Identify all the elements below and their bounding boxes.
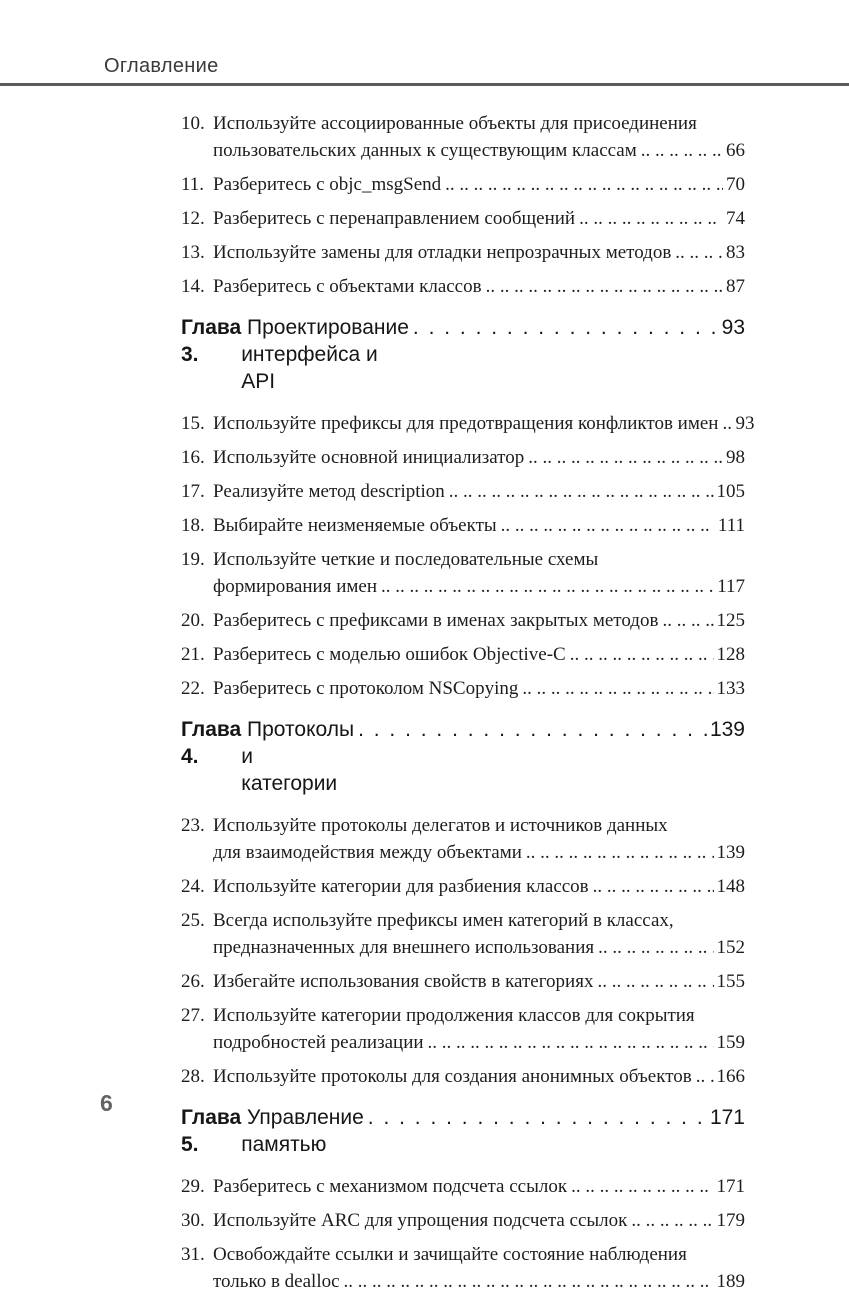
entry-text-line: Используйте категории продолжения классов для сокрытия <box>213 1005 695 1026</box>
entry-text: Используйте ARC для упрощения подсчета ссылок <box>213 1210 628 1231</box>
dot-leader <box>722 410 732 437</box>
dot-leader <box>662 607 713 634</box>
entry-number: 14. <box>181 276 205 297</box>
entry-page-number: 66 <box>726 140 745 161</box>
entry-text: для взаимодействия между объектами <box>213 842 522 863</box>
entry-text: Разберитесь с протоколом NSCopying <box>213 678 519 699</box>
toc-entry <box>181 641 745 668</box>
entry-body <box>213 607 745 634</box>
toc-chapter-entry <box>181 314 745 395</box>
dot-leader <box>696 1063 714 1090</box>
toc-entry <box>181 1207 745 1234</box>
running-head-title: Оглавление <box>104 55 219 77</box>
dot-leader <box>449 478 714 505</box>
chapter-title: Протоколы и категории <box>241 718 355 795</box>
entry-number: 21. <box>181 644 205 665</box>
entry-body <box>213 546 745 600</box>
toc-entry <box>181 968 745 995</box>
toc-entry <box>181 1241 745 1295</box>
dot-leader <box>571 1173 713 1200</box>
dot-leader <box>344 1268 714 1295</box>
entry-page-number: 189 <box>716 1271 745 1292</box>
chapter-title: Управление памятью <box>241 1106 364 1156</box>
entry-text: Разберитесь с механизмом подсчета ссылок <box>213 1176 568 1197</box>
toc-entry <box>181 110 745 164</box>
entry-page-number: 87 <box>726 276 745 297</box>
dot-leader <box>528 444 723 471</box>
toc-entry <box>181 873 745 900</box>
entry-body <box>213 907 745 961</box>
toc-chapter-entry <box>181 1104 745 1158</box>
entry-number: 24. <box>181 876 205 897</box>
entry-page-number: 152 <box>716 937 745 958</box>
entry-page-number: 105 <box>716 481 745 502</box>
entry-page-number: 125 <box>716 610 745 631</box>
entry-text: Избегайте использования свойств в категориях <box>213 971 594 992</box>
toc-entry <box>181 444 745 471</box>
toc-entry <box>181 205 745 232</box>
dot-leader <box>358 716 707 743</box>
entry-number: 27. <box>181 1005 205 1026</box>
dot-leader <box>486 273 723 300</box>
entry-page-number: 98 <box>726 447 745 468</box>
entry-body <box>213 1173 745 1200</box>
chapter-page-number: 171 <box>709 1106 745 1129</box>
entry-number: 25. <box>181 910 205 931</box>
entry-number: 16. <box>181 447 205 468</box>
entry-number: 22. <box>181 678 205 699</box>
dot-leader <box>501 512 715 539</box>
entry-number: 12. <box>181 208 205 229</box>
dot-leader <box>631 1207 713 1234</box>
entry-body <box>213 873 745 900</box>
entry-text: только в dealloc <box>213 1271 340 1292</box>
entry-body <box>213 675 745 702</box>
toc-entry <box>181 512 745 539</box>
entry-text-line: Всегда используйте префиксы имен категорий в классах, <box>213 910 674 931</box>
dot-leader <box>445 171 723 198</box>
chapter-label: Глава 3. <box>181 316 242 366</box>
chapter-page-number: 93 <box>721 316 745 339</box>
entry-text: подробностей реализации <box>213 1032 424 1053</box>
entry-number: 11. <box>181 174 205 195</box>
chapter-label: Глава 5. <box>181 1106 242 1156</box>
entry-number: 13. <box>181 242 205 263</box>
entry-text: Используйте категории для разбиения классов <box>213 876 589 897</box>
toc-entry <box>181 1173 745 1200</box>
entry-text: Используйте замены для отладки непрозрачных методов <box>213 242 672 263</box>
entry-number: 20. <box>181 610 205 631</box>
entry-body <box>213 512 745 539</box>
entry-body <box>213 478 745 505</box>
entry-text: Разберитесь с моделью ошибок Objective-C <box>213 644 566 665</box>
folio-page-number: 6 <box>100 1090 113 1116</box>
dot-leader <box>428 1029 714 1056</box>
entry-page-number: 179 <box>716 1210 745 1231</box>
dot-leader <box>522 675 713 702</box>
entry-body <box>213 812 745 866</box>
toc-entry <box>181 273 745 300</box>
toc-entry <box>181 675 745 702</box>
entry-number: 29. <box>181 1176 205 1197</box>
entry-body <box>213 444 745 471</box>
entry-page-number: 111 <box>717 515 745 536</box>
entry-body <box>213 968 745 995</box>
entry-number: 17. <box>181 481 205 502</box>
entry-body <box>213 1207 745 1234</box>
header-rule <box>0 83 849 86</box>
entry-body <box>213 1241 745 1295</box>
dot-leader <box>381 573 714 600</box>
entry-text: формирования имен <box>213 576 377 597</box>
entry-page-number: 117 <box>717 576 745 597</box>
entry-text: Реализуйте метод description <box>213 481 445 502</box>
dot-leader <box>526 839 714 866</box>
toc-list <box>181 110 755 1295</box>
dot-leader <box>413 314 719 341</box>
entry-number: 31. <box>181 1244 205 1265</box>
entry-text-line: Используйте ассоциированные объекты для присоединения <box>213 113 697 134</box>
entry-text: Разберитесь с префиксами в именах закрытых методов <box>213 610 659 631</box>
entry-page-number: 155 <box>716 971 745 992</box>
entry-page-number: 128 <box>716 644 745 665</box>
entry-text: Разберитесь с объектами классов <box>213 276 482 297</box>
dot-leader <box>593 873 714 900</box>
entry-text: Разберитесь с перенаправлением сообщений <box>213 208 576 229</box>
entry-text: Используйте протоколы для создания анонимных объектов <box>213 1066 692 1087</box>
entry-text: Используйте основной инициализатор <box>213 447 525 468</box>
entry-text: Выбирайте неизменяемые объекты <box>213 515 497 536</box>
toc-entry <box>181 410 755 437</box>
entry-page-number: 83 <box>726 242 745 263</box>
chapter-label: Глава 4. <box>181 718 242 768</box>
entry-page-number: 139 <box>716 842 745 863</box>
entry-body <box>213 410 755 437</box>
entry-text-line: Используйте протоколы делегатов и источников данных <box>213 815 668 836</box>
entry-body <box>213 1002 745 1056</box>
entry-page-number: 93 <box>735 413 755 434</box>
entry-number: 15. <box>181 413 205 434</box>
chapter-title: Проектирование интерфейса и API <box>241 316 409 393</box>
entry-page-number: 74 <box>726 208 745 229</box>
dot-leader <box>579 205 723 232</box>
entry-body <box>213 1063 745 1090</box>
toc-entry <box>181 607 745 634</box>
toc-entry <box>181 1002 745 1056</box>
entry-page-number: 171 <box>716 1176 745 1197</box>
toc-entry <box>181 478 745 505</box>
entry-text: пользовательских данных к существующим классам <box>213 140 637 161</box>
dot-leader <box>641 137 723 164</box>
toc-entry <box>181 546 745 600</box>
entry-number: 30. <box>181 1210 205 1231</box>
entry-number: 18. <box>181 515 205 536</box>
entry-text: предназначенных для внешнего использования <box>213 937 595 958</box>
entry-number: 10. <box>181 113 205 134</box>
toc-chapter-entry <box>181 716 745 797</box>
entry-text: Разберитесь с objc_msgSend <box>213 174 442 195</box>
entry-page-number: 166 <box>716 1066 745 1087</box>
chapter-page-number: 139 <box>709 718 745 741</box>
entry-text-line: Используйте четкие и последовательные схемы <box>213 549 599 570</box>
dot-leader <box>675 239 723 266</box>
entry-body <box>213 273 745 300</box>
entry-number: 26. <box>181 971 205 992</box>
dot-leader <box>570 641 714 668</box>
dot-leader <box>597 968 713 995</box>
entry-text: Используйте префиксы для предотвращения конфликтов имен <box>213 413 719 434</box>
toc-entry <box>181 812 745 866</box>
entry-page-number: 70 <box>726 174 745 195</box>
entry-number: 28. <box>181 1066 205 1087</box>
entry-body <box>213 239 745 266</box>
entry-number: 23. <box>181 815 205 836</box>
dot-leader <box>368 1104 707 1131</box>
entry-body <box>213 110 745 164</box>
entry-body <box>213 641 745 668</box>
toc-entry <box>181 1063 745 1090</box>
toc-entry <box>181 907 745 961</box>
entry-body <box>213 171 745 198</box>
entry-page-number: 133 <box>716 678 745 699</box>
toc-entry <box>181 239 745 266</box>
entry-page-number: 148 <box>716 876 745 897</box>
entry-page-number: 159 <box>716 1032 745 1053</box>
entry-number: 19. <box>181 549 205 570</box>
dot-leader <box>598 934 713 961</box>
toc-entry <box>181 171 745 198</box>
entry-body <box>213 205 745 232</box>
entry-text-line: Освобождайте ссылки и зачищайте состояние наблюдения <box>213 1244 687 1265</box>
